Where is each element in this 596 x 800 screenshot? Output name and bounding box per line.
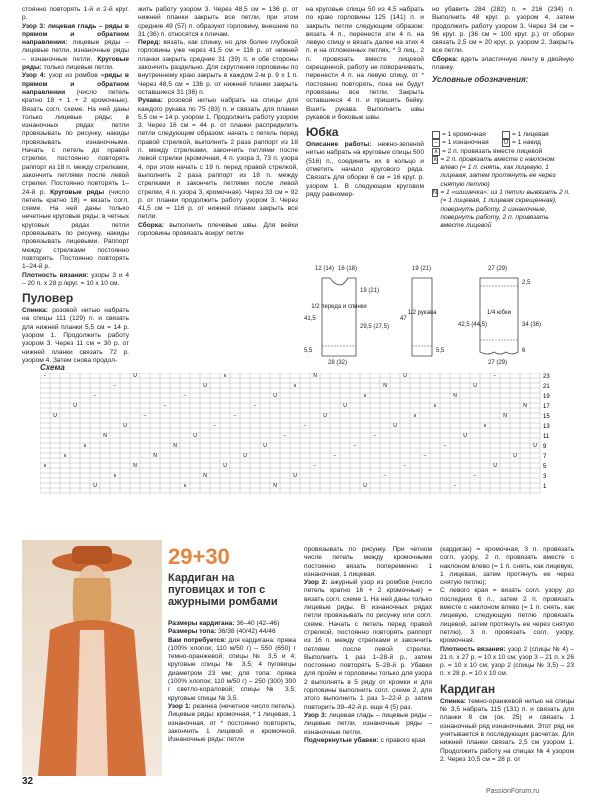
chart-symbol: ∧ <box>183 483 187 489</box>
row-number: 1 <box>543 484 547 490</box>
col2-p1: жить работу узором 3. Через 48,5 см = 136 р. от нижней планки закрыть все петли, при этом средние 49 (57) п. образуют горловину, внешние по 31 (36) п. относятся к плечам. <box>138 6 298 38</box>
chart-symbol: − <box>443 443 447 449</box>
garment-diagrams <box>300 256 580 368</box>
chart-symbol: U <box>363 483 367 489</box>
col4-p2: Сборка: вдеть эластичную ленту в двойную планку. <box>432 55 574 72</box>
col3-p2: Описание работы: нежно-зеленой нитью набрать на круговые спицы 500 (516) п., соединить их в кольцо и отметить начало кругового ряда. Связать для оборки 6 см = 16 круг. р. узором 1. В следующем круговом ряду равномер- <box>306 141 424 198</box>
col1-p2: Узор 3: лицевая гладь – ряды в прямом и обратном направлении: лицевые ряды – лицевые петли, изнаночные ряды – изнаночные петли. Круговые ряды: только лицевые петли. <box>22 22 129 72</box>
row-number: 5 <box>543 464 547 470</box>
article-title: Кардиган на пуговицах и топ с ажурными ромбами <box>168 572 278 608</box>
chart-symbol: ∧ <box>43 463 47 469</box>
chart-symbol: U <box>123 423 127 429</box>
col2-p2: Перед: вязать, как спинку, но для более глубокой горловины уже через 41,5 см = 116 р. от нижней планки закрыть средние 31 (39) п. и обе стороны закончить раздельно. Для скругления горловины по внутреннему краю закрыть в каждом 2-м р. 9 х 1 п. Через 48,5 см = 136 р. от нижней планки закрыть оставшиеся 31 (36) п. <box>138 39 298 96</box>
col-1 <box>22 6 129 365</box>
col1-p3: Узор 4: узор из ромбов »ряды в прямом и обратном направлении (число петель кратно 18 + 1 + 2 кромочные). Вязать согл. схеме. На ней даны только лицевые ряды; в изнаночных рядах петли провязывать по рисунку, накиды провязывать изнаночными. Начать с петель до правой стрелки, постоянно повторять раппорт из 18 п. между стрелками, закончить петлями после левой стрелки. Постоянно повторять 1–24-й р. Круговые ряды (число петель кратно 18) = вязать согл. схеме. На ней даны только нечетные круговые ряды; в четных круговых рядах петли провязывать по рисунку, накиды провязывать лицевыми. Раппорт между стрелками постоянно повторять. Постоянно повторять 1–24-й р. <box>22 72 129 271</box>
col-2 <box>138 6 298 238</box>
legend-item: ∧ = 2 п. провязать вместе лицевой <box>433 147 543 155</box>
chart-symbol: N <box>153 453 157 459</box>
chart-symbol: − <box>473 473 477 479</box>
chart-symbol: − <box>423 453 427 459</box>
row-number: 15 <box>543 414 550 420</box>
yarn-over-icon: U <box>503 140 509 147</box>
article-number: 29+30 <box>168 544 230 569</box>
col1-p5: Спинка: розовой нитью набрать на спицы 111 (129) п. и связать для нижней планки 5,5 см = 14 р. узором 1. Продолжить работу узором 3. Через 11 см = 30 р. от нижней планки связать 72 р. узором 4. Затем снова продол- <box>22 307 129 364</box>
chart-symbol: N <box>273 483 277 489</box>
dim: 27 (29) <box>488 266 508 272</box>
chart-symbol: − <box>353 443 357 449</box>
col1-p4: Плотность вязания: узоры 3 и 4 – 20 п. х 28 р./круг. = 10 х 10 см. <box>22 271 129 287</box>
col3-p1: на круговые спицы 50 из 4,5 набрать по краю горловины 125 (141) п. и закрыть петли следующим образом: вязать 4 п., перенести эти 4 п. на левую спицу и вязать далее на этих 4 п. и на отложенных петлях, * 3 лиц., 2 п. провязать вместе лицевой скрещенной, работу не поворачивать, перенести 4 п. на левую спицу, от * постоянно повторять, пока не будут провязаны все петли. Закрыть оставшиеся 4 п. и пришить бейку. Вшить рукава. Выполнить швы рукавов и боковые швы. <box>306 6 424 121</box>
photo <box>22 540 162 776</box>
heading-pullover: Пуловер <box>22 291 74 306</box>
col2-p4: Сборка: выполнить плечевые швы. Для вейки горловины провязать вокруг петли <box>138 221 298 238</box>
chart-symbol: − <box>493 373 497 379</box>
label-skirt: 1/4 юбки <box>487 310 511 316</box>
col-4 <box>432 6 574 87</box>
dim: 28 (32) <box>328 360 348 366</box>
chart-symbol: − <box>183 393 187 399</box>
chart-symbol: ∧ <box>63 453 67 459</box>
row-number: 7 <box>543 454 547 460</box>
col-7: (кардиган) = кромочная, 3 п. провязать согл. узору, 2 п. провязать вместе с наклоном влево (= 1 п. снять, как лицевую, 1 лицевая, затем протянуть ее через снятую петлю); С левого края = вязать согл. узору до последних 6 п., затем 2 п. провязать вместе с наклоном влево (= 1 п. снять, как лицевую, следующую петлю провязать лицевой, затем протянуть ее через снятую петлю), 3 п. провязать согл. узору, кромочная. Плотность вязания: узор 2 (спицы № 4) – 21 п. х 27 р. = 10 х 10 см; узор 3 – 21 п. х 26 р. = 10 х 10 см; узор 2 (спицы № 3,5) – 23 п. х 28 р. = 10 х 10 см. Кардиган Спинка: темно-оранжевой нитью на спицы № 3,5 набрать 115 (131) п. и связать для планки 8 см (ок. 25) и связать 1 изнаночный ряд изнаночными. Этот ряд не учитывается в последующих расчетах. Для нижней планки связать 2,5 см узором 1. Продолжить работу на спицах № 4 узором 2. Через 10,5 см = 28 р. от <box>440 546 575 763</box>
chart-symbol: − <box>453 483 457 489</box>
chart-symbol: N <box>103 433 107 439</box>
knit-stitch-icon <box>502 131 510 139</box>
chart-symbol: − <box>113 383 117 389</box>
chart-symbol: − <box>313 463 317 469</box>
row-number: 11 <box>543 434 550 440</box>
col1-p1: стоянно повторять 1-й и 2-й круг. р. <box>22 6 129 22</box>
dim: 16 (18) <box>338 266 358 272</box>
chart-symbol: U <box>323 413 327 419</box>
chart-symbol: − <box>303 423 307 429</box>
chart-symbol: − <box>163 403 167 409</box>
chart-symbol: ∧ <box>413 413 417 419</box>
model-photo <box>22 540 162 776</box>
dim: 6 <box>522 348 526 354</box>
dim: 19 (21) <box>412 266 432 272</box>
row-number: 19 <box>543 394 550 400</box>
chart-symbol: ∧ <box>363 393 367 399</box>
chart-symbol: U <box>343 403 347 409</box>
chart-symbol: − <box>333 453 337 459</box>
row-number: 21 <box>543 384 550 390</box>
chart-symbol: U <box>293 473 297 479</box>
dim: 12 (14) <box>315 266 335 272</box>
chart-symbol: U <box>193 433 197 439</box>
row-number: 17 <box>543 404 550 410</box>
chart-symbol: U <box>493 463 497 469</box>
heading-legend: Условные обозначения: <box>432 75 529 85</box>
chart-symbol: − <box>403 463 407 469</box>
chart-symbol: ∧ <box>223 373 227 379</box>
dim: 5,5 <box>304 348 313 354</box>
chart-symbol: U <box>403 373 407 379</box>
ssk-icon: ∧ <box>433 156 438 163</box>
knitting-chart <box>40 373 554 498</box>
chart-symbol: U <box>133 373 137 379</box>
chart-symbol: U <box>463 433 467 439</box>
chart-symbol: N <box>503 413 507 419</box>
chart-symbol: N <box>453 393 457 399</box>
chart-symbol: − <box>383 473 387 479</box>
col-3 <box>306 6 424 199</box>
dim: 29,5 (27,5) <box>360 324 390 330</box>
chart-symbol: N <box>173 443 177 449</box>
col2-p3: Рукава: розовой нитью набрать на спицы для каждого рукава по 75 (83) п. и связать для планки 5,5 см = 14 р. узором 1. Продолжить работу узором 3. Через 16 см = 44 р. от планки распределить петли следующим образом: начать с петель перед правой стрелкой, выполнить 2 раза раппорт из 18 п. между стрелками, закончить петлями после левой стрелки (кромочная, 4 п. узора 3, 73 п. узора 4, при этом начать с 19 п. перед правой стрелкой, выполнить 2 раза раппорт из 18 п. между стрелками и закончить петлями после левой стрелки, 4 п. узора 3, кромочная). Через 33 см = 92 р. от планки продолжить работу узором 3. Через 41,5 см = 116 р. от нижней планки закрыть все петли. <box>138 97 298 221</box>
chart-symbol: U <box>273 393 277 399</box>
chart-symbol: U <box>393 423 397 429</box>
chart-symbol: U <box>473 383 477 389</box>
legend-item: N = 1 «шишечка»: из 1 петли вывязать 2 п. (= 1 лицевая, 1 лицевая скрещенная), повернуть работу, 2 изнаночные, повернуть работу, 2 п. провязать вместе лицевой <box>433 189 570 230</box>
chart-grid <box>40 373 540 493</box>
heading-skirt: Юбка <box>306 125 339 140</box>
legend-item: = 1 кромочная = 1 лицевая − = 1 изнаночная U = 1 накид <box>432 131 572 148</box>
legend <box>432 131 572 231</box>
chart-symbol: U <box>53 413 57 419</box>
row-number: 9 <box>543 444 547 450</box>
chart-symbol: − <box>253 403 257 409</box>
chart-symbol: − <box>373 433 377 439</box>
heading-cardigan: Кардиган <box>440 681 496 696</box>
chart-symbol: N <box>203 473 207 479</box>
dim: 47 <box>400 316 407 322</box>
k2tog-icon: ∧ <box>433 148 439 155</box>
chart-symbol: − <box>233 413 237 419</box>
chart-symbol: U <box>533 443 537 449</box>
dim: 34 (36) <box>522 322 542 328</box>
label-front-back: 1/2 переда и спинки <box>311 304 367 310</box>
col-6: провязывать по рисунку. При четном числе петель между кромочными постоянно вязать попеременно 1 изнаночная, 1 лицевая. Узор 2: ажурный узор из ромбов (число петель кратно 16 + 2 кромочные) = вязать согл. схеме 1. На ней даны только лицевые ряды. В изнаночных рядах петли провязывать по рисунку или согл. схеме. Начать с петель перед правой стрелкой, постоянно повторять раппорт из 16 п. между стрелками и закончить петлями после левой стрелки. Выполнить 1 раз 1–28-й р., затем постоянно повторять 5–28-й р. Убавки для пройм и горловины только для узора 2 выполнять в 5 ряду от кромки и для горловины выполнить согл. схеме 2, для этого выполнить 1 раз 1–22-й р. затем повторить 39–42-й р. еще 4 (5) раз. Узор 3: лицевая гладь – лицевые ряды – лицевые петли, изнаночные ряды – изнаночные петли. Подчеркнутые убавки: с правого края <box>304 546 432 744</box>
chart-symbol: N <box>133 463 137 469</box>
schema-title: Схема <box>40 363 65 372</box>
chart-symbol: U <box>93 483 97 489</box>
chart-symbol: − <box>43 373 47 379</box>
page-number: 32 <box>22 776 34 787</box>
purl-stitch-icon: − <box>432 139 440 147</box>
dim: 41,5 <box>304 316 316 322</box>
chart-symbol: U <box>243 453 247 459</box>
footer-watermark: PassionForum.ru <box>486 788 540 795</box>
dim: 2,5 <box>522 280 531 286</box>
chart-symbol: ∧ <box>83 443 87 449</box>
edge-stitch-icon <box>432 131 440 139</box>
chart-symbol: ∧ <box>483 423 487 429</box>
dim: 42,5 (44,5) <box>458 322 488 328</box>
skirt-outline <box>480 278 518 354</box>
chart-symbol: U <box>73 403 77 409</box>
chart-symbol: ∧ <box>293 383 297 389</box>
chart-symbol: − <box>283 433 287 439</box>
chart-symbol: ∧ <box>433 403 437 409</box>
chart-symbol: − <box>143 413 147 419</box>
col4-p1: но убавить 284 (282) п. = 216 (234) п. Выполнить 48 круг. р. узором 4, затем продолжить работу узором 3. Через 34 см = 96 круг. р. (36 см = 100 круг. р.) от оборки связать 2,5 см = 20 круг. р. узором 2. Закрыть все петли. <box>432 6 574 55</box>
chart-symbol: ∧ <box>113 473 117 479</box>
dim: 27 (29) <box>488 360 508 366</box>
chart-symbol: U <box>263 443 267 449</box>
chart-symbol: U <box>513 453 517 459</box>
bobble-icon: N <box>433 190 438 197</box>
chart-symbol: N <box>383 383 387 389</box>
chart-symbol: − <box>93 393 97 399</box>
sleeve-outline <box>412 278 432 356</box>
row-number: 23 <box>543 374 550 380</box>
chart-symbol: − <box>213 423 217 429</box>
chart-symbol: U <box>203 383 207 389</box>
chart-symbol: U <box>223 463 227 469</box>
dim: 19 (21) <box>360 288 380 294</box>
label-sleeve: 1/2 рукава <box>407 310 437 316</box>
chart-symbol: N <box>313 373 317 379</box>
article-intro: Размеры кардигана: 36–40 (42–46) Размеры топа: 36/38 (40/42) 44/46 Вам потребуется: для кардигана: пряжа (100% хлопок; 110 м/50 г) – 550 (650) г темно-оранжевой; спицы № 3,5 и 4; круговые спицы № 3,5; 4 пуговицы диаметром 23 мм; для топа: пряжа (100% хлопок; 110 м/50 г) – 250 (300) 300 г светло-кораловой; спицы № 3,5; круговые спицы № 3,5. Узор 1: резинка (нечетное число петель). Лицевые ряды: кромочная, * 1 лицевая, 1 изнаночная, от * постоянно повторять, закончить 1 лицевой и кромочной. Изнаночные ряды: петли <box>168 620 297 744</box>
dim: 5,5 <box>436 348 445 354</box>
chart-symbol: N <box>523 403 527 409</box>
row-number: 3 <box>543 474 547 480</box>
front-back-outline <box>322 278 356 356</box>
row-number: 13 <box>543 424 550 430</box>
legend-item: ∧ = 2 п. провязать вместе с наклоном влево (= 1 п. снять, как лицевую, 1 лицевая, затем протянуть ее через снятую петлю) <box>433 155 556 188</box>
